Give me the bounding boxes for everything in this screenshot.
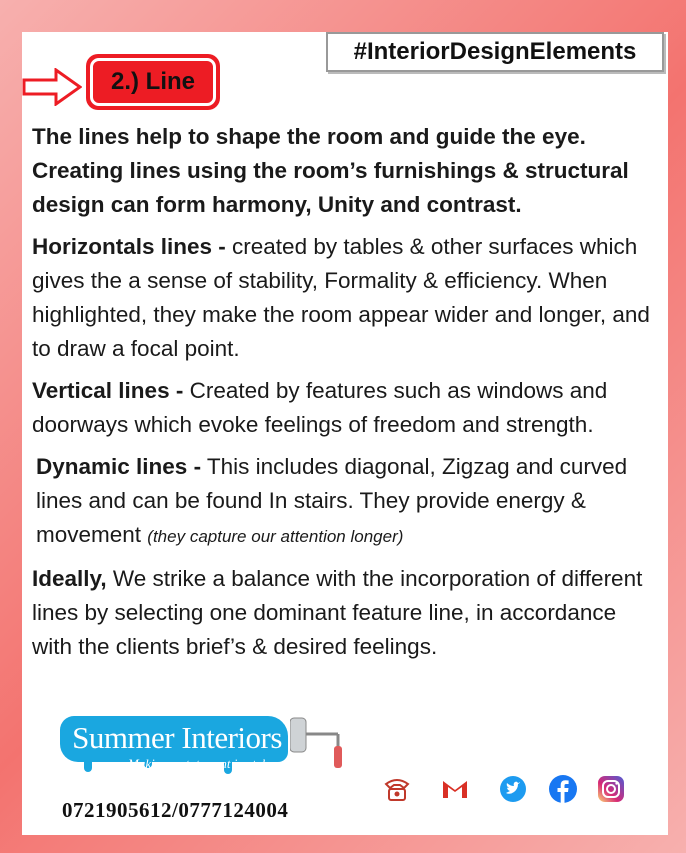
arrow-right-icon <box>22 68 82 106</box>
note-dynamic: (they capture our attention longer) <box>147 527 404 546</box>
vertical-lines-paragraph <box>32 374 658 442</box>
term-dynamic: Dynamic lines - <box>36 454 202 479</box>
instagram-icon[interactable] <box>596 774 626 804</box>
section-badge-label: 2.) Line <box>90 58 216 106</box>
facebook-icon[interactable] <box>548 774 578 804</box>
text-ideally: We strike a balance with the incorporation of different lines by selecting one dominant feature line, in accordance with the clients brief’s & desired feelings. <box>32 566 643 659</box>
company-logo <box>54 706 354 786</box>
term-horizontal: Horizontals lines - <box>32 234 226 259</box>
ideally-paragraph <box>32 562 658 664</box>
intro-paragraph: The lines help to shape the room and guide the eye. Creating lines using the room’s furnishings & structural design can form harmony, Unity and contrast. <box>32 124 629 217</box>
logo-tagline: Making a statement in style <box>128 756 271 771</box>
text-horizontal: created by tables & other surfaces which gives the a sense of stability, Formality & efficiency. When highlighted, they make the room appear wider and longer, and to draw a focal point. <box>32 234 650 361</box>
text-dynamic: This includes diagonal, Zigzag and curved lines and can be found In stairs. They provide energy & movement <box>36 454 628 547</box>
term-ideally: Ideally, <box>32 566 107 591</box>
text-vertical: Created by features such as windows and doorways which evoke feelings of freedom and strength. <box>32 378 608 437</box>
phone-numbers: 0721905612/0777124004 <box>62 798 289 822</box>
gmail-icon[interactable] <box>440 774 470 804</box>
dynamic-lines-paragraph <box>32 450 658 554</box>
section-badge <box>86 54 220 110</box>
phone-icon[interactable] <box>382 774 412 804</box>
horizontal-lines-paragraph <box>32 230 658 366</box>
logo-drip <box>84 758 92 772</box>
info-card <box>22 32 668 835</box>
hashtag-banner: #InteriorDesignElements <box>326 32 664 72</box>
logo-name: Summer Interiors <box>72 720 282 755</box>
term-vertical: Vertical lines - <box>32 378 184 403</box>
paint-roller-icon <box>290 712 370 772</box>
twitter-icon[interactable] <box>498 774 528 804</box>
article-body <box>32 120 658 672</box>
